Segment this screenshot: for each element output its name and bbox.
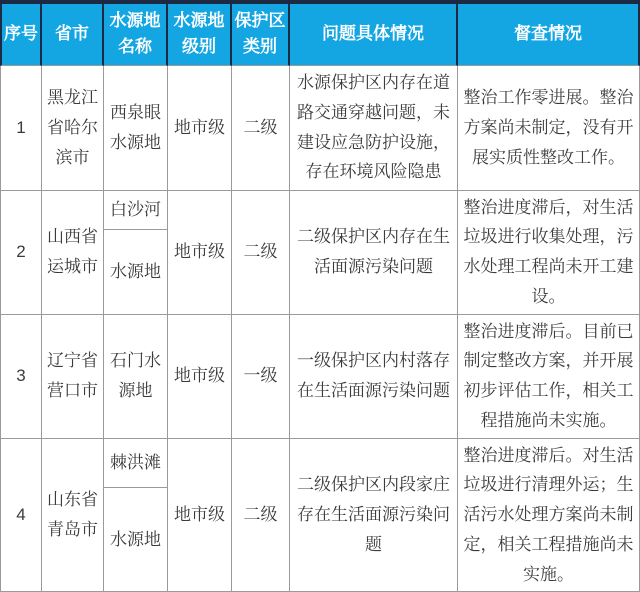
header-problem-detail: 问题具体情况	[290, 4, 458, 66]
table-row	[0, 315, 640, 439]
cell-zone-class: 一级	[232, 315, 290, 439]
table-header-row	[0, 4, 640, 66]
source-name-line2: 水源地	[110, 529, 161, 549]
cell-serial: 1	[0, 66, 42, 191]
cell-source-name-split	[104, 191, 168, 315]
table-row	[0, 66, 640, 191]
cell-problem: 二级保护区内段家庄存在生活面源污染问题	[290, 439, 458, 592]
source-name-line1: 白沙河	[104, 191, 167, 230]
cell-inspection: 整治进度滞后，对生活垃圾进行收集处理，污水处理工程尚未开工建设。	[458, 191, 640, 315]
table-row	[0, 191, 640, 315]
source-name-line2: 水源地	[110, 261, 161, 281]
cell-source-level: 地市级	[168, 191, 232, 315]
cell-zone-class: 二级	[232, 191, 290, 315]
cell-source-name: 西泉眼水源地	[104, 66, 168, 191]
cell-province-city: 山东省青岛市	[42, 439, 104, 592]
cell-inspection: 整治进度滞后。对生活垃圾进行清理外运；生活污水处理方案尚未制定，相关工程措施尚未实施。	[458, 439, 640, 592]
cell-province-city: 辽宁省营口市	[42, 315, 104, 439]
cell-province-city: 黑龙江省哈尔滨市	[42, 66, 104, 191]
header-zone-class: 保护区类别	[232, 4, 290, 66]
cell-inspection: 整治进度滞后。目前已制定整改方案，并开展初步评估工作，相关工程措施尚未实施。	[458, 315, 640, 439]
cell-inspection: 整治工作零进展。整治方案尚未制定，没有开展实质性整改工作。	[458, 66, 640, 191]
cell-problem: 二级保护区内存在生活面源污染问题	[290, 191, 458, 315]
cell-zone-class: 二级	[232, 66, 290, 191]
cell-serial: 4	[0, 439, 42, 592]
cell-source-name-split	[104, 439, 168, 592]
header-source-level: 水源地级别	[168, 4, 232, 66]
cell-problem: 水源保护区内存在道路交通穿越问题，未建设应急防护设施，存在环境风险隐患	[290, 66, 458, 191]
cell-source-level: 地市级	[168, 66, 232, 191]
cell-serial: 3	[0, 315, 42, 439]
cell-source-level: 地市级	[168, 439, 232, 592]
header-source-name: 水源地名称	[104, 4, 168, 66]
header-province-city: 省市	[42, 4, 104, 66]
cell-source-level: 地市级	[168, 315, 232, 439]
header-serial: 序号	[0, 4, 42, 66]
cell-serial: 2	[0, 191, 42, 315]
table-row	[0, 439, 640, 592]
cell-zone-class: 二级	[232, 439, 290, 592]
cell-source-name: 石门水源地	[104, 315, 168, 439]
source-name-line1: 棘洪滩	[104, 439, 167, 488]
cell-problem: 一级保护区内村落存在生活面源污染问题	[290, 315, 458, 439]
header-inspection-status: 督查情况	[458, 4, 640, 66]
cell-province-city: 山西省运城市	[42, 191, 104, 315]
